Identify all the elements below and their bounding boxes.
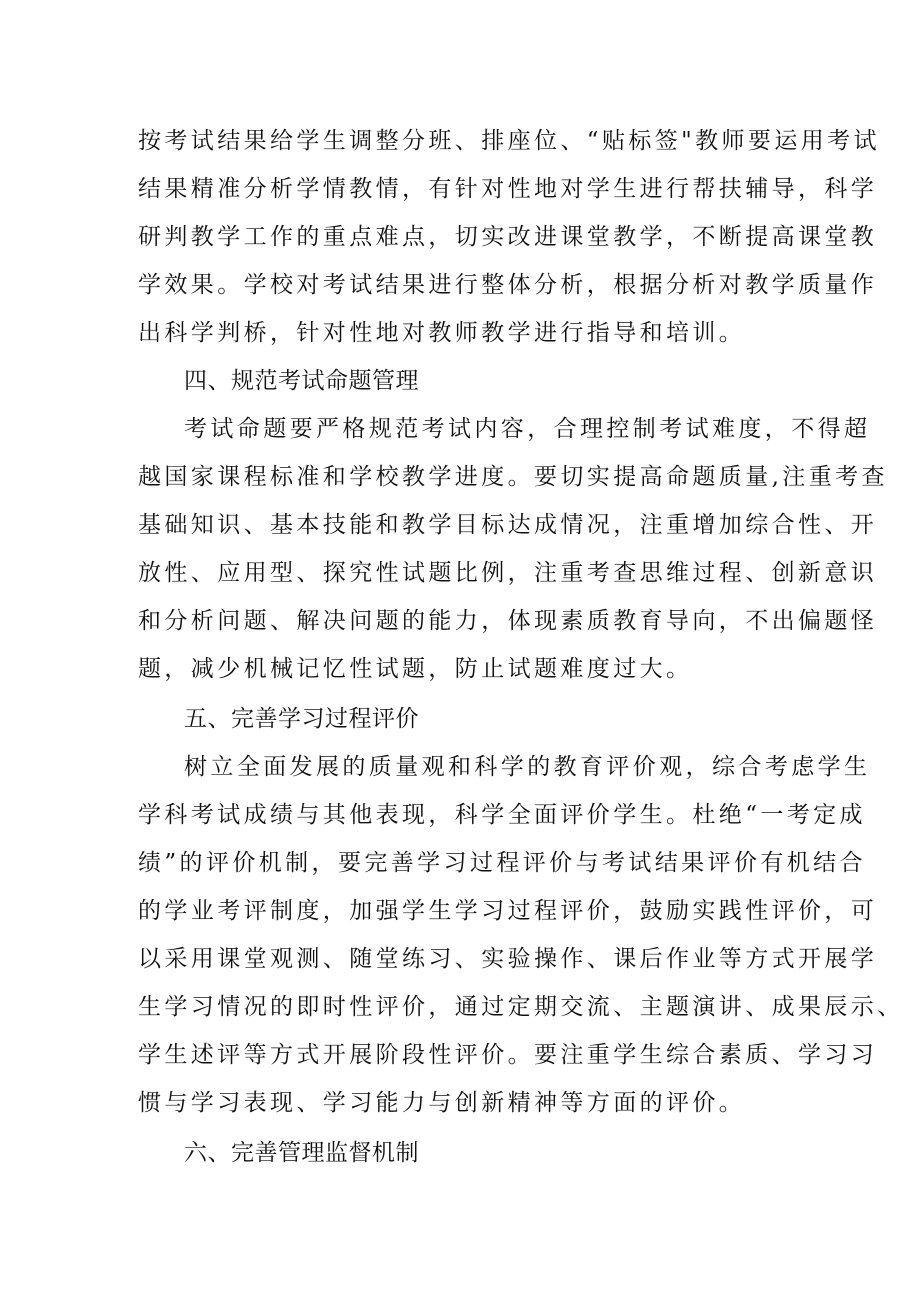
paragraph-line: 惯与学习表现、学习能力与创新精神等方面的评价。 xyxy=(138,1090,746,1116)
paragraph-line: 越国家课程标准和学校教学进度。要切实提高命题质量,注重考查 xyxy=(138,464,888,490)
paragraph-line: 绩”的评价机制，要完善学习过程评价与考试结果评价有机结合 xyxy=(138,850,866,876)
paragraph-line: 学科考试成绩与其他表现，科学全面评价学生。杜绝“一考定成 xyxy=(138,802,866,828)
paragraph-line: 研判教学工作的重点难点，切实改进课堂教学，不断提高课堂教 xyxy=(138,224,878,250)
paragraph-line: 考试命题要严格规范考试内容，合理控制考试难度，不得超 xyxy=(184,416,871,442)
paragraph-line: 题，减少机械记忆性试题，防止试题难度过大。 xyxy=(138,656,693,682)
paragraph-line: 的学业考评制度，加强学生学习过程评价，鼓励实践性评价，可 xyxy=(138,898,878,924)
paragraph-line: 基础知识、基本技能和教学目标达成情况，注重增加综合性、开 xyxy=(138,512,878,538)
paragraph-line: 生学习情况的即时性评价，通过定期交流、主题演讲、成果辰示、 xyxy=(138,994,904,1020)
section-heading-4: 四、规范考试命题管理 xyxy=(184,368,419,394)
paragraph-line: 以采用课堂观测、随堂练习、实验操作、课后作业等方式开展学 xyxy=(138,946,878,972)
paragraph-line: 树立全面发展的质量观和科学的教育评价观，综合考虑学生 xyxy=(184,754,871,780)
paragraph-line: 学效果。学校对考试结果进行整体分析，根据分析对教学质量作 xyxy=(138,272,878,298)
paragraph-line: 出科学判桥，针对性地对教师教学进行指导和培训。 xyxy=(138,320,746,346)
paragraph-line: 结果精准分析学情教情，有针对性地对学生进行帮扶辅导，科学 xyxy=(138,176,878,202)
paragraph-line: 放性、应用型、探究性试题比例，注重考查思维过程、创新意识 xyxy=(138,560,878,586)
paragraph-line: 按考试结果给学生调整分班、排座位、“贴标签"教师要运用考试 xyxy=(138,128,880,154)
section-heading-6: 六、完善管理监督机制 xyxy=(184,1140,419,1166)
section-heading-5: 五、完善学习过程评价 xyxy=(184,706,419,732)
paragraph-line: 和分析问题、解决问题的能力，体现素质教育导向，不出偏题怪 xyxy=(138,608,878,634)
paragraph-line: 学生述评等方式开展阶段性评价。要注重学生综合素质、学习习 xyxy=(138,1042,878,1068)
